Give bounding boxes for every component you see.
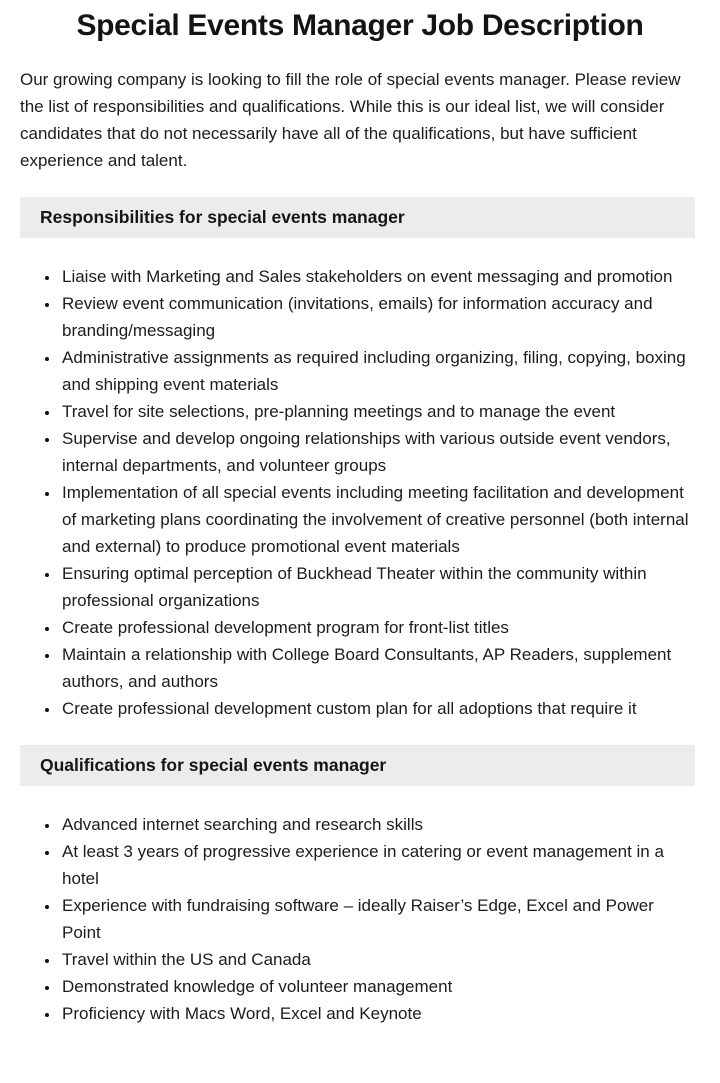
list-item: • Implementation of all special events including meeting facilitation and development of marketing plans coordinating the involvement of creative personnel (both internal and external) to produce promotional event materials — [60, 479, 695, 560]
list-item: • Experience with fundraising software – ideally Raiser’s Edge, Excel and Power Point — [60, 892, 695, 946]
list-item: • Create professional development custom plan for all adoptions that require it — [60, 695, 695, 722]
list-item: • Administrative assignments as required including organizing, filing, copying, boxing and shipping event materials — [60, 344, 695, 398]
responsibilities-section-heading: Responsibilities for special events manager — [20, 197, 695, 238]
list-item: • Supervise and develop ongoing relationships with various outside event vendors, internal departments, and volunteer groups — [60, 425, 695, 479]
list-item: • Liaise with Marketing and Sales stakeholders on event messaging and promotion — [60, 263, 695, 290]
page-title: Special Events Manager Job Description — [76, 9, 644, 42]
qualifications-list — [20, 811, 695, 1027]
list-item: • Review event communication (invitations, emails) for information accuracy and branding/messaging — [60, 290, 695, 344]
qualifications-section-heading: Qualifications for special events manager — [20, 745, 695, 786]
list-item: • Maintain a relationship with College Board Consultants, AP Readers, supplement authors, and authors — [60, 641, 695, 695]
list-item: • Ensuring optimal perception of Buckhead Theater within the community within professional organizations — [60, 560, 695, 614]
list-item: • At least 3 years of progressive experience in catering or event management in a hotel — [60, 838, 695, 892]
list-item: • Proficiency with Macs Word, Excel and Keynote — [60, 1000, 695, 1027]
list-item: • Travel within the US and Canada — [60, 946, 695, 973]
responsibilities-list — [20, 263, 695, 722]
list-item: • Create professional development program for front-list titles — [60, 614, 695, 641]
list-item: • Demonstrated knowledge of volunteer management — [60, 973, 695, 1000]
list-item: • Travel for site selections, pre-planning meetings and to manage the event — [60, 398, 695, 425]
intro-paragraph: Our growing company is looking to fill the role of special events manager. Please review the list of responsibilities and qualifications. While this is our ideal list, we will consider candidates that do not necessarily have all of the qualifications, but have sufficient experience and talent. — [20, 70, 681, 170]
list-item: • Advanced internet searching and research skills — [60, 811, 695, 838]
